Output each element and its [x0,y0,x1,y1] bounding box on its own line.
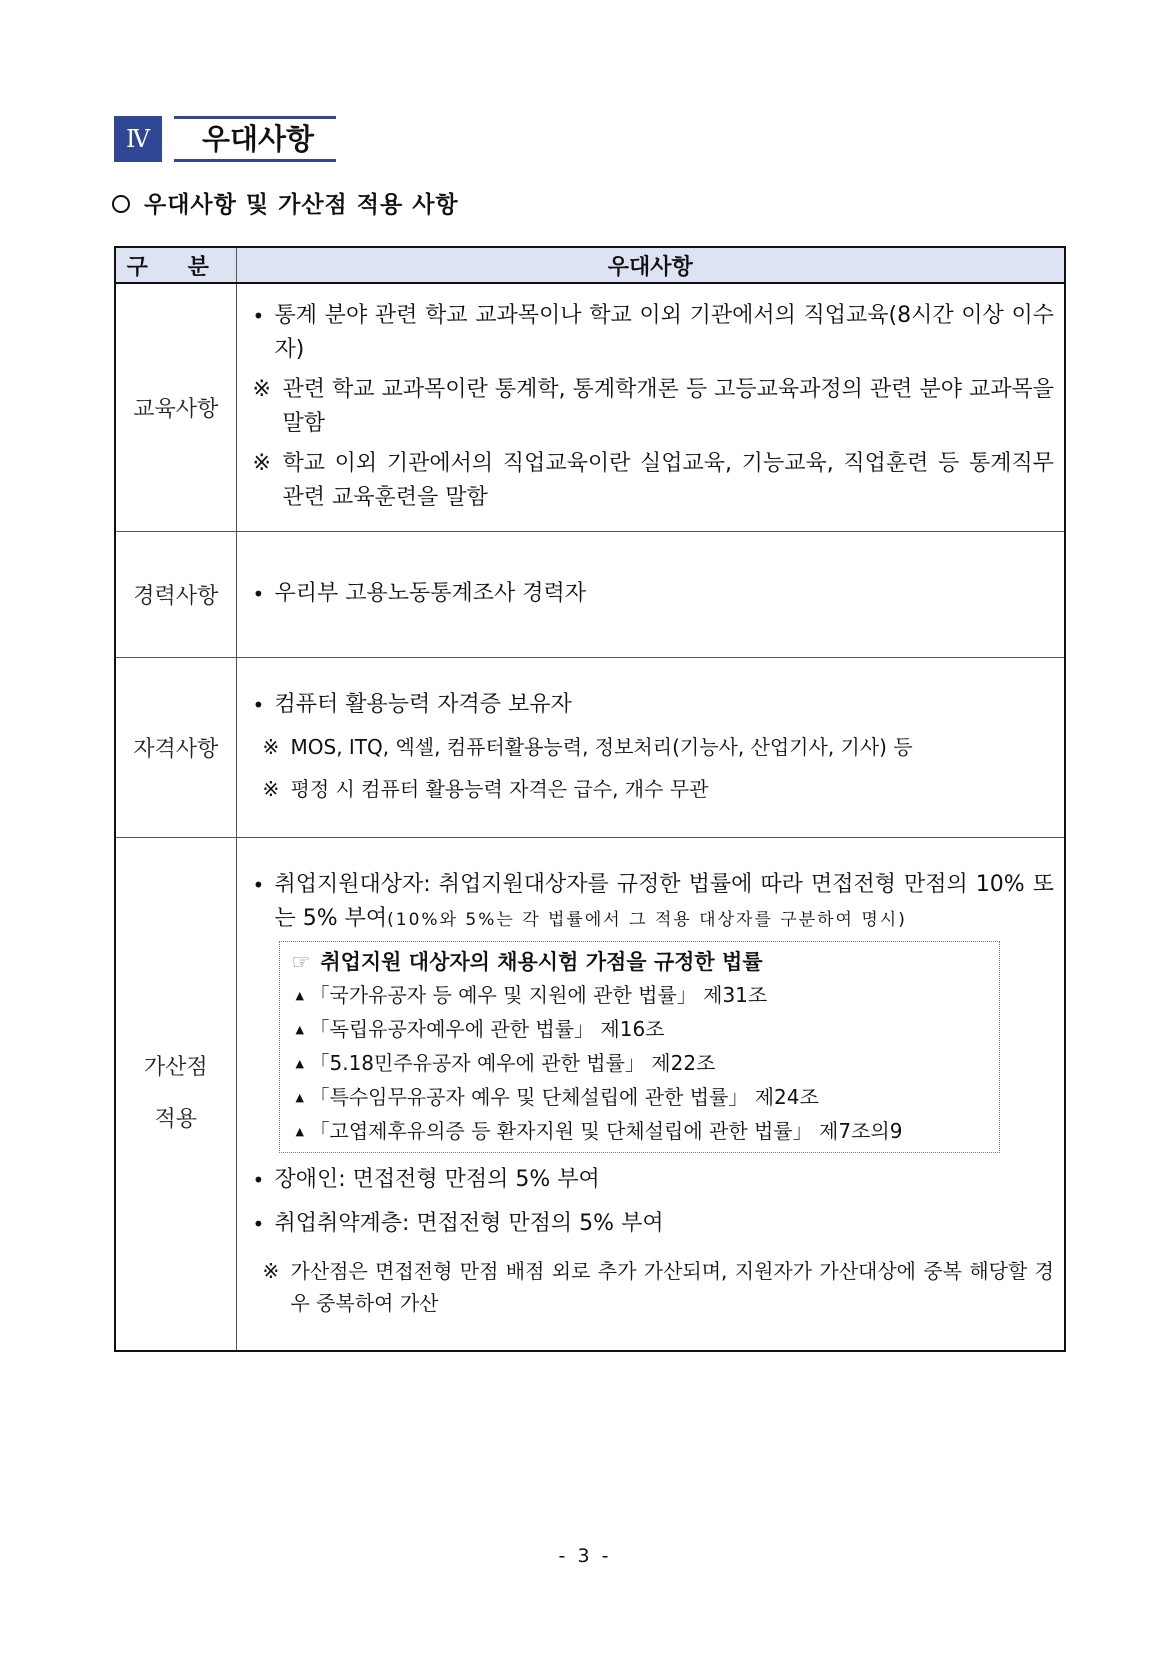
category-qualification: 자격사항 [115,657,236,837]
table-row-career [115,531,1065,657]
content-bonus [236,837,1065,1351]
pointing-hand-icon: ☞ [291,950,311,975]
header-category: 구 분 [115,247,236,283]
education-bullet: • 통계 분야 관련 학교 교과목이나 학교 이외 기관에서의 직업교육(8시간 이상 이수자) [251,299,1055,367]
law-item [292,1012,990,1046]
bonus-bullet-1 [251,868,1055,937]
law-item [292,978,990,1012]
content-qualification [236,657,1065,837]
section-number: Ⅳ [114,116,162,162]
qualification-note-2-text: 평정 시 컴퓨터 활용능력 자격은 급수, 개수 무관 [290,777,709,801]
category-career: 경력사항 [115,531,236,657]
circle-bullet-icon [112,195,130,213]
note-mark-icon: ※ [262,735,280,759]
qualification-note-1-text: MOS, ITQ, 엑셀, 컴퓨터활용능력, 정보처리(기능사, 산업기사, 기사) 등 [290,735,913,759]
triangle-bullet-icon: ▲ [295,1023,304,1037]
table-header-row [115,247,1065,283]
bonus-bullet-3: • 취업취약계층: 면접전형 만점의 5% 부여 [251,1207,1055,1241]
table-row-bonus [115,837,1065,1351]
table-row-education [115,283,1065,531]
triangle-bullet-icon: ▲ [295,1125,304,1139]
bonus-bullet-1-main: 취업지원대상자: 취업지원대상자를 규정한 법률에 따라 면접전형 만점의 10% 또는 5% 부여 [274,872,1054,932]
law-item-text: 「고엽제후유의증 등 환자지원 및 단체설립에 관한 법률」 제7조의9 [309,1119,903,1144]
law-item-text: 「5.18민주유공자 예우에 관한 법률」 제22조 [309,1051,716,1076]
triangle-bullet-icon: ▲ [295,1057,304,1071]
note-mark-icon: ※ [252,451,271,477]
triangle-bullet-icon: ▲ [295,1091,304,1105]
education-note-1 [251,373,1055,441]
content-career [236,531,1065,657]
category-bonus-line1: 가산점 [143,1054,208,1080]
preference-table [114,246,1066,1352]
triangle-bullet-icon: ▲ [295,989,304,1003]
page-number: - 3 - [558,1545,612,1567]
qualification-note-1 [251,730,1055,764]
law-item-text: 「독립유공자예우에 관한 법률」 제16조 [309,1017,665,1042]
law-item [292,1046,990,1080]
category-education: 교육사항 [115,283,236,531]
note-mark-icon: ※ [262,777,280,801]
law-item-text: 「국가유공자 등 예우 및 지원에 관한 법률」 제31조 [309,983,768,1008]
education-note-2 [251,447,1055,515]
section-title: 우대사항 [174,116,336,162]
header-preference: 우대사항 [236,247,1065,283]
education-note-1-text: 관련 학교 교과목이란 통계학, 통계학개론 등 고등교육과정의 관련 분야 교과목을 말함 [282,377,1054,437]
bonus-bullet-1-small: (10%와 5%는 각 법률에서 그 적용 대상자를 구분하여 명시) [387,910,907,931]
category-bonus-line2: 적용 [154,1106,197,1132]
law-box-title-text: 취업지원 대상자의 채용시험 가점을 규정한 법률 [320,950,763,975]
qualification-bullet: • 컴퓨터 활용능력 자격증 보유자 [251,688,1055,722]
law-item [292,1080,990,1114]
bonus-bullet-2: • 장애인: 면접전형 만점의 5% 부여 [251,1163,1055,1197]
law-box [279,941,1001,1153]
bonus-note [251,1255,1055,1319]
qualification-note-2 [251,772,1055,806]
subtitle-text: 우대사항 및 가산점 적용 사항 [144,192,459,218]
education-note-2-text: 학교 이외 기관에서의 직업교육이란 실업교육, 기능교육, 직업훈련 등 통계직무 관련 교육훈련을 말함 [282,451,1054,511]
category-bonus [115,837,236,1351]
law-item [292,1114,990,1148]
table-row-qualification [115,657,1065,837]
note-mark-icon: ※ [252,377,271,403]
bonus-note-text: 가산점은 면접전형 만점 배점 외로 추가 가산되며, 지원자가 가산대상에 중복 해당할 경우 중복하여 가산 [290,1259,1054,1316]
law-item-text: 「특수임무유공자 예우 및 단체설립에 관한 법률」 제24조 [309,1085,819,1110]
note-mark-icon: ※ [262,1259,280,1284]
career-bullet: • 우리부 고용노동통계조사 경력자 [251,577,1055,611]
law-box-title [292,946,990,978]
content-education [236,283,1065,531]
subtitle [112,186,459,219]
